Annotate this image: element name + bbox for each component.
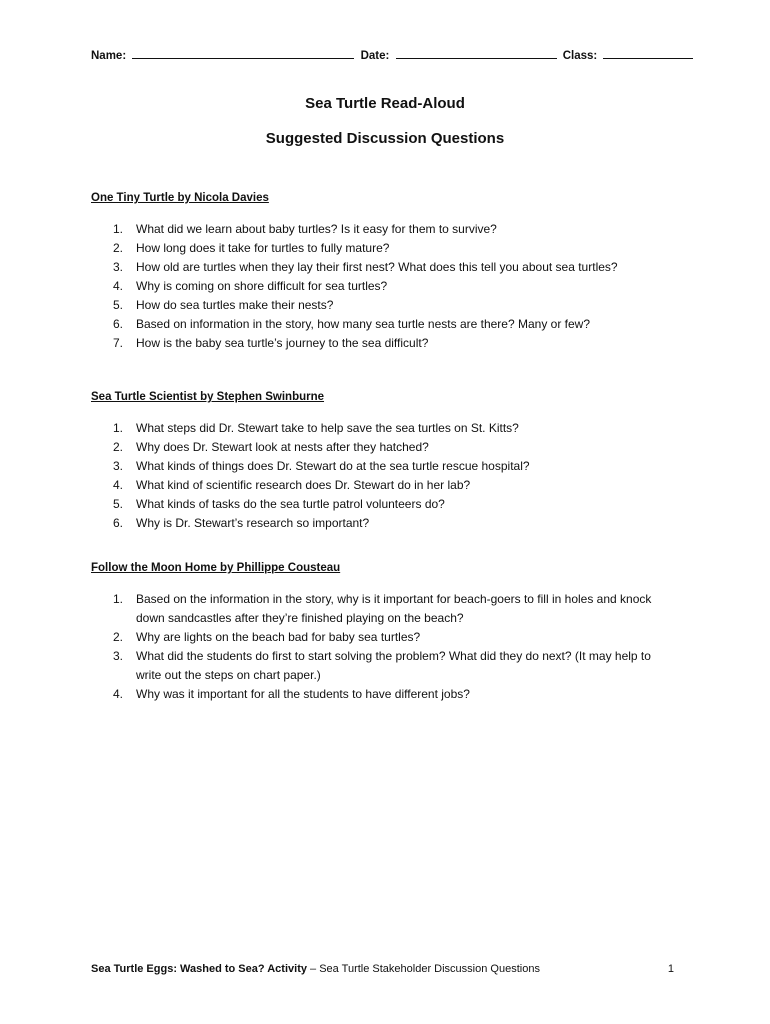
question-text: Why does Dr. Stewart look at nests after they hatched? (136, 440, 429, 454)
list-item (91, 495, 674, 514)
footer-subtitle: – Sea Turtle Stakeholder Discussion Questions (306, 963, 540, 975)
page-number: 1 (667, 963, 674, 975)
question-text: What did we learn about baby turtles? Is it easy for them to survive? (136, 222, 497, 236)
question-text: What kinds of tasks do the sea turtle patrol volunteers do? (136, 497, 445, 511)
list-item (91, 685, 674, 704)
question-number: 5. (113, 298, 124, 312)
list-item (91, 457, 674, 476)
question-number: 5. (113, 497, 124, 511)
class-blank[interactable] (603, 47, 693, 59)
class-label: Class: (562, 50, 598, 62)
question-text: What steps did Dr. Stewart take to help save the sea turtles on St. Kitts? (136, 421, 519, 435)
question-number: 7. (113, 336, 124, 350)
list-item (91, 277, 674, 296)
question-number: 1. (113, 421, 124, 435)
question-text: How do sea turtles make their nests? (136, 298, 334, 312)
page-title: Sea Turtle Read-Aloud (305, 95, 465, 112)
question-text: What did the students do first to start solving the problem? What did they do next? (It may help to write out the steps on chart paper.) (136, 649, 651, 682)
student-info-header (91, 47, 674, 62)
question-number: 6. (113, 516, 124, 530)
question-text: How is the baby sea turtle’s journey to the sea difficult? (136, 336, 429, 350)
question-text: Why are lights on the beach bad for baby sea turtles? (136, 630, 421, 644)
question-text: Why was it important for all the students to have different jobs? (136, 687, 470, 701)
question-list-one-tiny-turtle (91, 220, 674, 353)
date-label: Date: (360, 50, 390, 62)
question-text: How old are turtles when they lay their first nest? What does this tell you about sea turtles? (136, 260, 618, 274)
list-item (91, 419, 674, 438)
question-number: 2. (113, 241, 124, 255)
page-footer (91, 963, 674, 975)
question-number: 6. (113, 317, 124, 331)
section-heading-follow-the-moon-home: Follow the Moon Home by Phillippe Cousteau (91, 562, 341, 574)
question-number: 3. (113, 260, 124, 274)
list-item (91, 315, 674, 334)
list-item (91, 258, 674, 277)
question-number: 3. (113, 459, 124, 473)
list-item (91, 239, 674, 258)
page-subtitle: Suggested Discussion Questions (265, 130, 505, 147)
list-item (91, 476, 674, 495)
question-number: 4. (113, 687, 124, 701)
question-text: Why is Dr. Stewart’s research so important? (136, 516, 370, 530)
footer-activity-title: Sea Turtle Eggs: Washed to Sea? Activity (91, 963, 307, 975)
question-number: 2. (113, 630, 124, 644)
question-number: 1. (113, 222, 124, 236)
question-text: Why is coming on shore difficult for sea turtles? (136, 279, 388, 293)
list-item (91, 334, 674, 353)
name-label: Name: (91, 50, 127, 62)
question-text: What kinds of things does Dr. Stewart do at the sea turtle rescue hospital? (136, 459, 530, 473)
question-number: 3. (113, 649, 124, 663)
section-heading-sea-turtle-scientist: Sea Turtle Scientist by Stephen Swinburne (91, 391, 325, 403)
list-item (91, 647, 674, 685)
question-text: How long does it take for turtles to fully mature? (136, 241, 390, 255)
question-list-follow-the-moon-home (91, 590, 674, 704)
list-item (91, 628, 674, 647)
question-number: 4. (113, 279, 124, 293)
question-number: 4. (113, 478, 124, 492)
question-list-sea-turtle-scientist (91, 419, 674, 533)
question-number: 1. (113, 592, 124, 606)
list-item (91, 220, 674, 239)
question-text: Based on information in the story, how many sea turtle nests are there? Many or few? (136, 317, 591, 331)
question-text: What kind of scientific research does Dr. Stewart do in her lab? (136, 478, 471, 492)
section-heading-one-tiny-turtle: One Tiny Turtle by Nicola Davies (91, 192, 269, 204)
list-item (91, 514, 674, 533)
list-item (91, 438, 674, 457)
date-blank[interactable] (396, 47, 557, 59)
list-item (91, 590, 674, 628)
question-text: Based on the information in the story, why is it important for beach-goers to fill in holes and knock down sandcastles after they’re finished playing on the beach? (136, 592, 652, 625)
name-blank[interactable] (132, 47, 354, 59)
question-number: 2. (113, 440, 124, 454)
list-item (91, 296, 674, 315)
